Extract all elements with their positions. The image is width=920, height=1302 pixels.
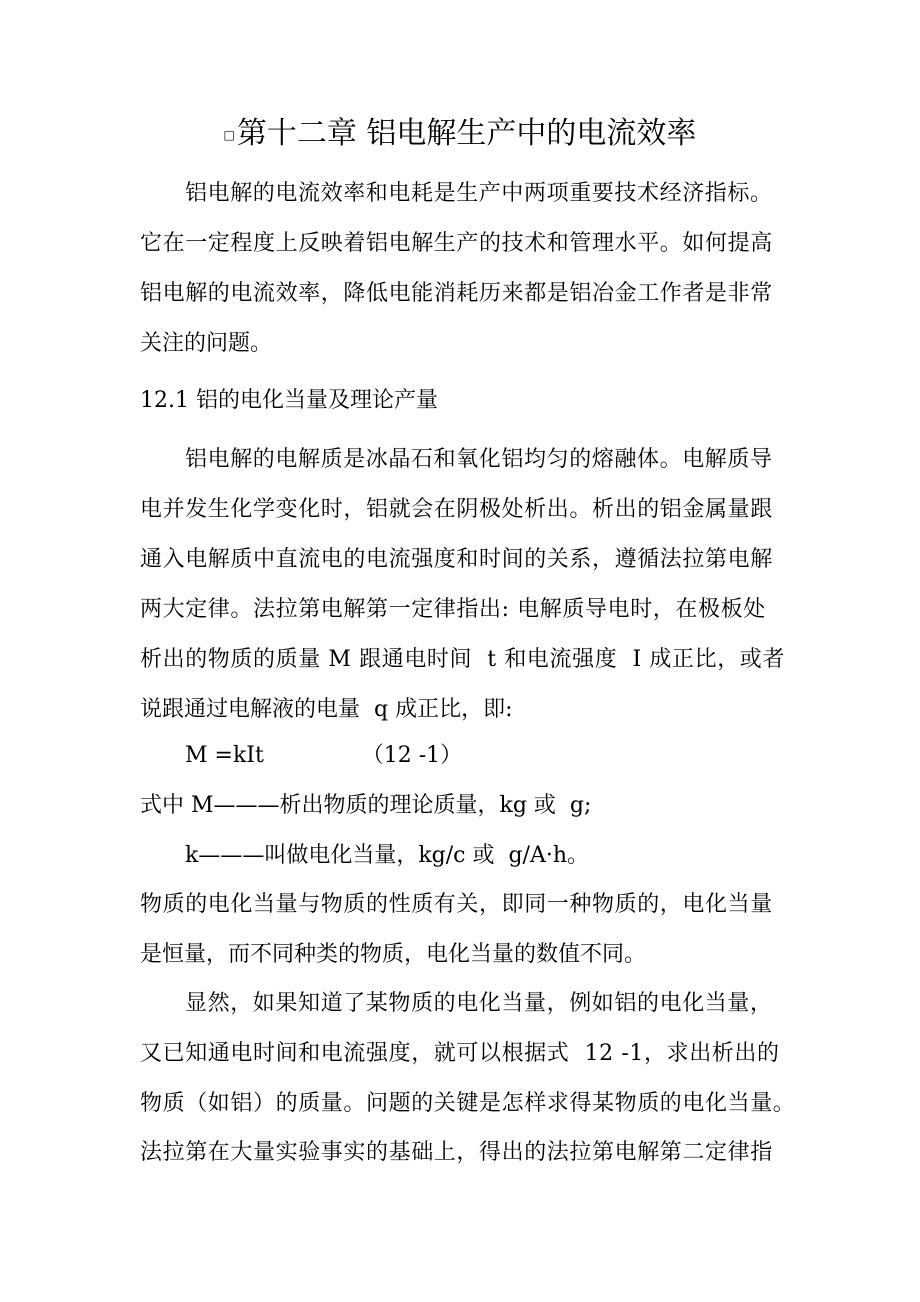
- chapter-title: [0, 112, 920, 157]
- paragraph-line: 通入电解质中直流电的电流强度和时间的关系，遵循法拉第电解: [140, 547, 773, 572]
- definition-line: k———叫做电化当量，kg/c 或 g/A·h。: [185, 843, 590, 868]
- chapter-title-text: 第十二章 铝电解生产中的电流效率: [236, 116, 697, 151]
- paragraph-line: 物质（如铝）的质量。问题的关键是怎样求得某物质的电化当量。: [140, 1091, 796, 1116]
- paragraph-line: 是恒量，而不同种类的物质，电化当量的数值不同。: [140, 942, 647, 967]
- paragraph-line: 铝电解的电解质是冰晶石和氧化铝均匀的熔融体。电解质导: [185, 447, 773, 472]
- paragraph-line: 铝电解的电流效率和电耗是生产中两项重要技术经济指标。: [185, 181, 773, 206]
- equation-line: M =kIt （12 -1）: [185, 743, 463, 768]
- paragraph-line: 析出的物质的质量 M 跟通电时间 t 和电流强度 I 成正比，或者: [140, 647, 786, 672]
- paragraph-line: 法拉第在大量实验事实的基础上，得出的法拉第电解第二定律指: [140, 1140, 773, 1165]
- section-heading: 12.1 铝的电化当量及理论产量: [140, 388, 438, 413]
- paragraph-line: 铝电解的电流效率，降低电能消耗历来都是铝冶金工作者是非常: [140, 281, 773, 306]
- definition-line: 式中 M———析出物质的理论质量，kg 或 g;: [140, 793, 592, 818]
- paragraph-line: 又已知通电时间和电流强度，就可以根据式 12 -1，求出析出的: [140, 1041, 780, 1066]
- paragraph-line: 关注的问题。: [140, 331, 273, 356]
- paragraph-line: 电并发生化学变化时，铝就会在阴极处析出。析出的铝金属量跟: [140, 497, 773, 522]
- paragraph-line: 显然，如果知道了某物质的电化当量，例如铝的电化当量，: [185, 991, 773, 1016]
- paragraph-line: 它在一定程度上反映着铝电解生产的技术和管理水平。如何提高: [140, 231, 773, 256]
- paragraph-line: 说跟通过电解液的电量 q 成正比，即:: [140, 697, 513, 722]
- paragraph-line: 两大定律。法拉第电解第一定律指出: 电解质导电时，在极板处: [140, 597, 766, 622]
- paragraph-line: 物质的电化当量与物质的性质有关，即同一种物质的，电化当量: [140, 892, 773, 917]
- title-marker-icon: □: [223, 128, 235, 142]
